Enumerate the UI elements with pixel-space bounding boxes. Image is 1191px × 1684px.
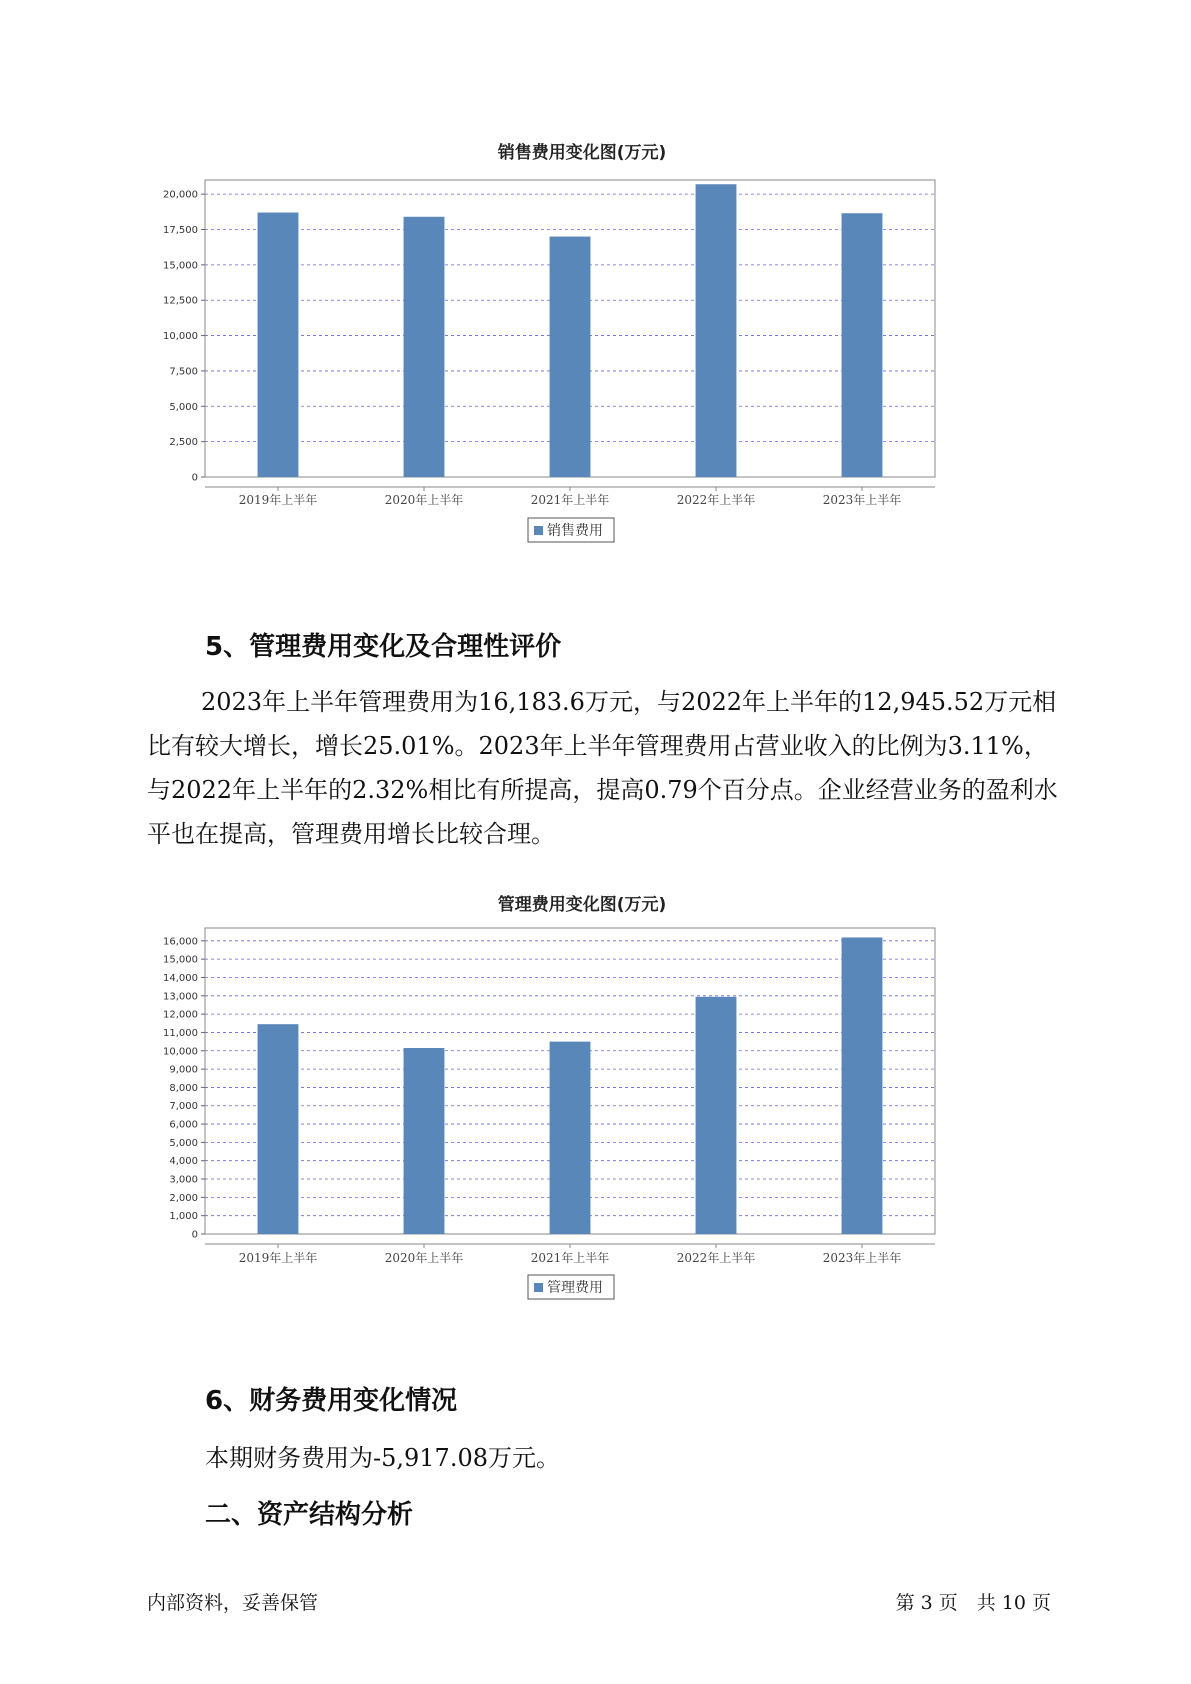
legend-swatch <box>534 526 543 535</box>
bar <box>404 217 445 477</box>
y-tick-label: 7,500 <box>169 366 198 378</box>
bar <box>842 937 883 1234</box>
y-tick-label: 12,500 <box>163 295 198 307</box>
bar <box>404 1048 445 1234</box>
y-tick-label: 1,000 <box>169 1211 198 1223</box>
x-tick-label: 2021年上半年 <box>530 493 610 507</box>
section-two-heading: 二、资产结构分析 <box>205 1500 414 1530</box>
admin-expense-chart <box>130 878 1030 1348</box>
y-tick-label: 2,000 <box>169 1192 198 1204</box>
y-tick-label: 8,000 <box>169 1082 198 1094</box>
bar <box>550 1042 591 1234</box>
y-tick-label: 14,000 <box>163 972 198 984</box>
x-tick-label: 2022年上半年 <box>676 1251 756 1265</box>
y-tick-label: 2,500 <box>169 437 198 449</box>
y-tick-label: 5,000 <box>169 401 198 413</box>
x-tick-label: 2019年上半年 <box>238 493 318 507</box>
y-tick-label: 15,000 <box>163 260 198 272</box>
legend-swatch <box>534 1283 543 1292</box>
sales-expense-chart <box>130 128 1030 588</box>
x-tick-label: 2021年上半年 <box>530 1251 610 1265</box>
x-tick-label: 2020年上半年 <box>384 1251 464 1265</box>
bar <box>258 1024 299 1234</box>
footer-confidential: 内部资料，妥善保管 <box>147 1592 319 1614</box>
admin-expense-chart-svg <box>130 878 1030 1348</box>
legend-label: 管理费用 <box>547 1280 603 1296</box>
section6-paragraph: 本期财务费用为-5,917.08万元。 <box>205 1444 560 1472</box>
y-tick-label: 10,000 <box>163 1046 198 1058</box>
y-tick-label: 10,000 <box>163 331 198 343</box>
footer-page-number: 第 3 页 共 10 页 <box>895 1592 1051 1614</box>
y-tick-label: 0 <box>191 472 198 484</box>
y-tick-label: 0 <box>191 1229 198 1241</box>
y-tick-label: 11,000 <box>163 1027 198 1039</box>
y-tick-label: 3,000 <box>169 1174 198 1186</box>
chart-title: 销售费用变化图(万元) <box>497 143 667 163</box>
section5-paragraph: 2023年上半年管理费用为16,183.6万元，与2022年上半年的12,945.52万元相比有较大增长，增长25.01%。2023年上半年管理费用占营业收入的比例为3.11%，与2022年上半年的2.32%相比有所提高，提高0.79个百分点。企业经营业务的盈利水平也在提高，管理费用增长比较合理。 <box>147 688 1058 848</box>
y-tick-label: 9,000 <box>169 1064 198 1076</box>
y-tick-label: 5,000 <box>169 1137 198 1149</box>
bar <box>258 213 299 477</box>
x-tick-label: 2023年上半年 <box>822 493 902 507</box>
bar <box>842 213 883 477</box>
y-tick-label: 15,000 <box>163 954 198 966</box>
y-tick-label: 20,000 <box>163 189 198 201</box>
bar <box>696 997 737 1234</box>
x-tick-label: 2023年上半年 <box>822 1251 902 1265</box>
y-tick-label: 4,000 <box>169 1156 198 1168</box>
y-tick-label: 13,000 <box>163 991 198 1003</box>
x-tick-label: 2022年上半年 <box>676 493 756 507</box>
section5-heading: 5、管理费用变化及合理性评价 <box>205 632 562 662</box>
y-tick-label: 12,000 <box>163 1009 198 1021</box>
section6-heading: 6、财务费用变化情况 <box>205 1386 458 1416</box>
x-tick-label: 2019年上半年 <box>238 1251 318 1265</box>
legend-label: 销售费用 <box>547 523 603 539</box>
sales-expense-chart-svg <box>130 128 1030 588</box>
bar <box>696 184 737 477</box>
x-tick-label: 2020年上半年 <box>384 493 464 507</box>
chart-title: 管理费用变化图(万元) <box>497 895 667 915</box>
y-tick-label: 6,000 <box>169 1119 198 1131</box>
bar <box>550 237 591 477</box>
y-tick-label: 17,500 <box>163 225 198 236</box>
y-tick-label: 7,000 <box>169 1101 198 1113</box>
y-tick-label: 16,000 <box>163 936 198 948</box>
